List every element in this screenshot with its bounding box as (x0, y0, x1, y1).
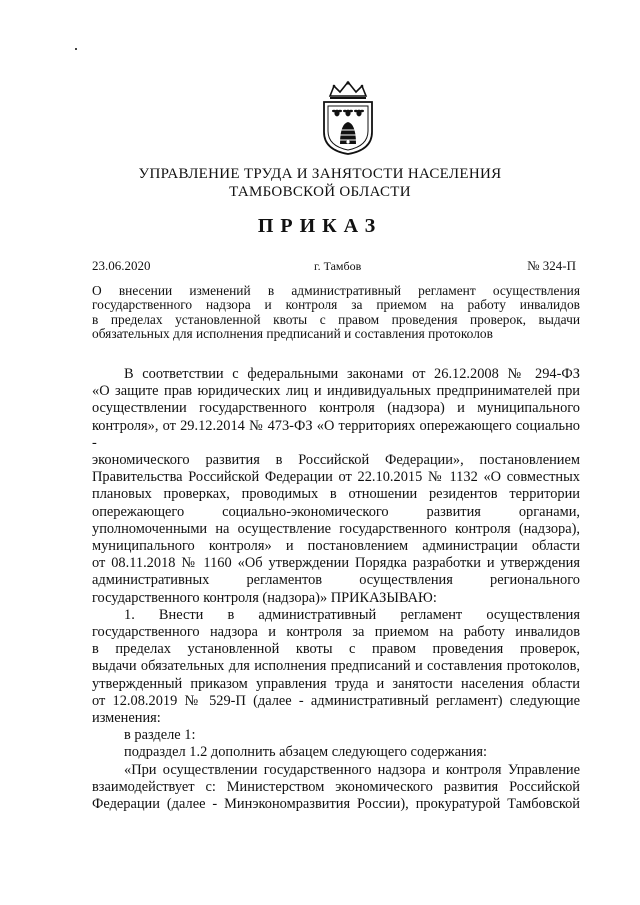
body-line: в разделе 1: (124, 727, 196, 744)
document-date: 23.06.2020 (92, 258, 151, 273)
subject-line: государственного надзора и контроля за приемом на работу инвалидов (92, 297, 580, 313)
body-line: выдачи обязательных для исполнения предписаний и составления протоколов, (92, 658, 580, 675)
body-line: Федерации (далее - Минэкономразвития России), прокуратурой Тамбовской (92, 796, 580, 813)
subject-line: О внесении изменений в административный регламент осуществления (92, 283, 580, 298)
organization-name-line-2: ТАМБОВСКОЙ ОБЛАСТИ (229, 184, 411, 200)
body-line: взаимодействует с: Министерством экономического развития Российской (92, 778, 580, 795)
document-subject (92, 284, 580, 341)
subject-line: обязательных для исполнения предписаний и составления протоколов (92, 325, 493, 341)
body-line: государственного контроля (надзора)» ПРИКАЗЫВАЮ: (92, 589, 437, 606)
body-line: уполномоченными на осуществление государственного контроля (надзора), (92, 520, 580, 537)
body-line: муниципального контроля» и постановлением администрации области (92, 538, 580, 555)
body-line: от 12.08.2019 № 529-П (далее - административный регламент) следующие (92, 692, 580, 709)
body-line: 1. Внести в административный регламент осуществления (124, 606, 580, 623)
body-line: плановых проверках, проводимых в отношении резидентов территории (92, 486, 580, 503)
body-line: В соответствии с федеральными законами от 26.12.2008 № 294-ФЗ (124, 366, 580, 382)
scan-dot (75, 48, 77, 50)
body-line: утвержденный приказом управления труда и занятости населения области (92, 675, 580, 692)
body-line: государственного надзора и контроля за приемом на работу инвалидов (92, 624, 580, 641)
body-line: осуществлении государственного контроля (надзора) и муниципального (92, 400, 580, 417)
organization-name-line-1: УПРАВЛЕНИЕ ТРУДА И ЗАНЯТОСТИ НАСЕЛЕНИЯ (138, 166, 502, 182)
document-body (92, 366, 580, 813)
body-line: от 08.11.2018 № 1160 «Об утверждении Порядка разработки и утверждения (92, 555, 580, 572)
body-line: административных регламентов осуществления регионального (92, 572, 580, 589)
body-line: изменения: (92, 710, 161, 727)
document-number: № 324-П (527, 258, 576, 273)
body-line: Правительства Российской Федерации от 22.10.2015 № 1132 «О совместных (92, 469, 580, 486)
document-title: ПРИКАЗ (257, 215, 383, 237)
body-line: «При осуществлении государственного надзора и контроля Управление (124, 761, 580, 778)
body-line: подраздел 1.2 дополнить абзацем следующего содержания: (124, 744, 487, 761)
body-line: контроля», от 29.12.2014 № 473-ФЗ «О территориях опережающего социально - (92, 417, 580, 451)
body-line: «О защите прав юридических лиц и индивидуальных предпринимателей при (92, 383, 580, 400)
body-line: опережающего социально-экономического развития органами, (92, 503, 580, 520)
coat-of-arms-icon (316, 80, 380, 156)
subject-line: в пределах установленной квоты с правом проведения проверок, выдачи (92, 311, 580, 327)
body-line: экономического развития в Российской Федерации», постановлением (92, 452, 580, 469)
document-city: г. Тамбов (314, 259, 362, 273)
body-line: в пределах установленной квоты с правом проведения проверок, (92, 641, 580, 658)
